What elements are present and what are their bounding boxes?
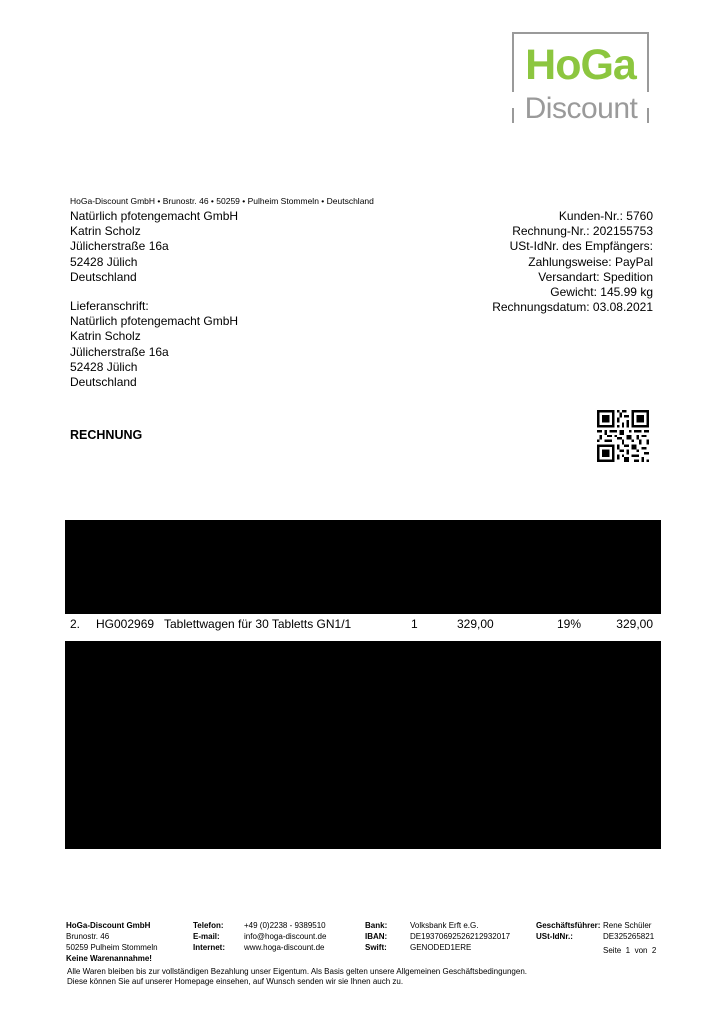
document-title: RECHNUNG <box>70 428 143 442</box>
logo-frame-left-tick <box>512 108 514 123</box>
footer-management-values <box>603 920 654 942</box>
delivery-line: Katrin Scholz <box>70 329 141 344</box>
footer-company-name: HoGa-Discount GmbH <box>66 921 151 930</box>
footer-management-labels <box>536 920 600 942</box>
footer-ust: DE325265821 <box>603 932 655 941</box>
line-item-vat: 19% <box>557 617 582 631</box>
billing-address <box>70 209 238 285</box>
footer-email-label: E-mail: <box>193 932 220 941</box>
redacted-block-bottom <box>65 641 661 849</box>
delivery-address <box>70 299 238 390</box>
billing-line: Katrin Scholz <box>70 224 141 239</box>
footer-contact-values <box>244 920 326 953</box>
redacted-block-top <box>65 520 661 614</box>
delivery-line: Deutschland <box>70 375 137 390</box>
delivery-line: Jülicherstraße 16a <box>70 344 169 359</box>
recipient-vat-id: USt-IdNr. des Empfängers: <box>509 239 653 254</box>
billing-line: Natürlich pfotengemacht GmbH <box>70 209 239 223</box>
billing-line: Jülicherstraße 16a <box>70 239 169 254</box>
footer-contact-labels <box>193 920 225 953</box>
logo-frame-right-tick <box>647 108 649 123</box>
footer-iban: DE19370692526212932017 <box>410 932 511 941</box>
invoice-date: Rechnungsdatum: 03.08.2021 <box>492 300 653 315</box>
line-item-sku: HG002969 <box>96 617 155 631</box>
footer-iban-label: IBAN: <box>365 932 388 941</box>
page-number: Seite 1 von 2 <box>603 946 657 955</box>
footer-phone: +49 (0)2238 - 9389510 <box>244 921 326 930</box>
footer-company-city: 50259 Pulheim Stommeln <box>66 943 158 952</box>
line-item-position: 2. <box>70 617 81 631</box>
delivery-line: 52428 Jülich <box>70 359 138 374</box>
footer-notice: Keine Warenannahme! <box>66 954 152 963</box>
billing-line: 52428 Jülich <box>70 254 138 269</box>
qr-code-icon <box>597 410 649 462</box>
invoice-number: Rechnung-Nr.: 202155753 <box>512 224 653 239</box>
footer-web: www.hoga-discount.de <box>244 943 325 952</box>
customer-number: Kunden-Nr.: 5760 <box>558 209 653 223</box>
footer-swift-label: Swift: <box>365 943 387 952</box>
footer-gf-label: Geschäftsführer: <box>536 921 601 930</box>
shipping-method: Versandart: Spedition <box>538 269 653 284</box>
logo-top-text: HoGa <box>525 41 636 89</box>
footer-gf: Rene Schüler <box>603 921 652 930</box>
footer-web-label: Internet: <box>193 943 225 952</box>
line-item-unit-price: 329,00 <box>457 617 494 631</box>
payment-method: Zahlungsweise: PayPal <box>528 254 653 269</box>
line-item-quantity: 1 <box>411 617 418 631</box>
sender-line: HoGa-Discount GmbH • Brunostr. 46 • 50259 • Pulheim Stommeln • Deutschland <box>70 196 374 206</box>
footer-legal-2: Diese können Sie auf unserer Homepage einsehen, auf Wunsch senden wir sie Ihnen auch zu. <box>67 977 404 986</box>
footer-ust-label: USt-IdNr.: <box>536 932 573 941</box>
line-item-total: 329,00 <box>616 617 653 631</box>
logo-bottom-text: Discount <box>506 92 656 126</box>
footer-company-street: Brunostr. 46 <box>66 932 110 941</box>
footer-swift: GENODED1ERE <box>410 943 472 952</box>
line-item-description: Tablettwagen für 30 Tabletts GN1/1 <box>164 617 352 631</box>
delivery-label: Lieferanschrift: <box>70 299 149 313</box>
footer-bank: Volksbank Erft e.G. <box>410 921 479 930</box>
billing-line: Deutschland <box>70 269 137 284</box>
footer-bank-labels <box>365 920 387 953</box>
invoice-meta <box>492 209 653 315</box>
footer-bank-values <box>410 920 510 953</box>
footer-legal-1: Alle Waren bleiben bis zur vollständigen Bezahlung unser Eigentum. Als Basis gelten unsere Allgemeinen Geschäftsbedingungen. <box>67 967 527 976</box>
weight: Gewicht: 145.99 kg <box>550 285 653 300</box>
footer-email: info@hoga-discount.de <box>244 932 327 941</box>
footer-phone-label: Telefon: <box>193 921 224 930</box>
delivery-line: Natürlich pfotengemacht GmbH <box>70 314 239 329</box>
footer-company <box>66 920 158 964</box>
footer-bank-label: Bank: <box>365 921 388 930</box>
